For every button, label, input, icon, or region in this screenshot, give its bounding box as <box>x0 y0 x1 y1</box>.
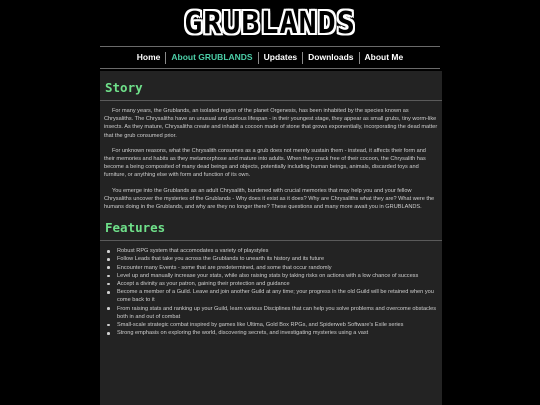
section-divider <box>100 100 442 101</box>
story-paragraph: You emerge into the Grublands as an adult Chrysalith, burdened with crucial memories that may help you and your fellow Chrysaliths uncover the mysteries of the Grublands - Why does it exist as it does? Why are Chrysaliths what they are? What were the humans doing in the Grublands, and why are they no longer there? These questions and many more await you in GRUBLANDS. <box>104 187 435 211</box>
nav-item-updates[interactable]: Updates <box>263 52 298 62</box>
list-item: Robust RPG system that accomodates a variety of playstyles <box>114 247 438 255</box>
nav-divider-bottom <box>100 68 440 69</box>
section-divider <box>100 240 442 241</box>
story-paragraph: For unknown reasons, what the Chrysalith consumes as a grub does not merely sustain them - instead, it affects their form and their memories and habits as they metamorphose and mature into adults. When they crack free of their cocoon, the Chrysalith has become a being composited of many dead beings and objects, potentially including human beings, animals, discarded toys and furniture, or anything else with form and function of its own. <box>104 147 426 179</box>
list-item: From raising stats and ranking up your Guild, learn various Disciplines that can help you solve problems and overcome obstacles both in and out of combat <box>114 305 438 321</box>
content-panel <box>100 71 442 405</box>
list-item: Accept a divinity as your patron, gaining their protection and guidance <box>114 280 438 288</box>
nav-item-about-me[interactable]: About Me <box>364 52 404 62</box>
story-paragraph: For many years, the Grublands, an isolated region of the planet Orgenesis, has been inhabited by the species known as Chrysaliths. The Chrysaliths have an unusual and curious lifespan - in their youngest stage, they appear as small grubs, tiny worm-like insects. As they mature, Chrysaliths create and inhabit a cocoon made of stone that grows exponentially, incorporating the dead matter that the grub consumed prior. <box>104 108 438 139</box>
nav-item-home[interactable]: Home <box>136 52 161 62</box>
main-nav <box>100 47 440 68</box>
header <box>0 0 540 44</box>
nav-item-downloads[interactable]: Downloads <box>308 52 354 62</box>
list-item: Strong emphasis on exploring the world, discovering secrets, and investigating mysteries using a vast <box>114 329 438 337</box>
features-heading: Features <box>105 220 166 236</box>
list-item: Encounter many Events - some that are predetermined, and some that occur randomly <box>114 264 438 272</box>
list-item: Follow Leads that take you across the Grublands to unearth its history and its future <box>114 255 438 263</box>
story-heading: Story <box>105 80 143 95</box>
site-logo[interactable]: GRUBLANDS <box>184 6 356 41</box>
list-item: Small-scale strategic combat inspired by games like Ultima, Gold Box RPGs, and Spiderweb Software's Exile series <box>114 321 438 329</box>
features-list <box>100 247 442 337</box>
nav-item-about-grublands[interactable]: About GRUBLANDS <box>171 52 253 62</box>
list-item: Level up and manually increase your stats, while also raising stats by taking risks on actions with a low chance of success <box>114 272 438 280</box>
list-item: Become a member of a Guild. Leave and join another Guild at any time; your progress in the old Guild will be retained when you come back to it <box>114 288 438 304</box>
